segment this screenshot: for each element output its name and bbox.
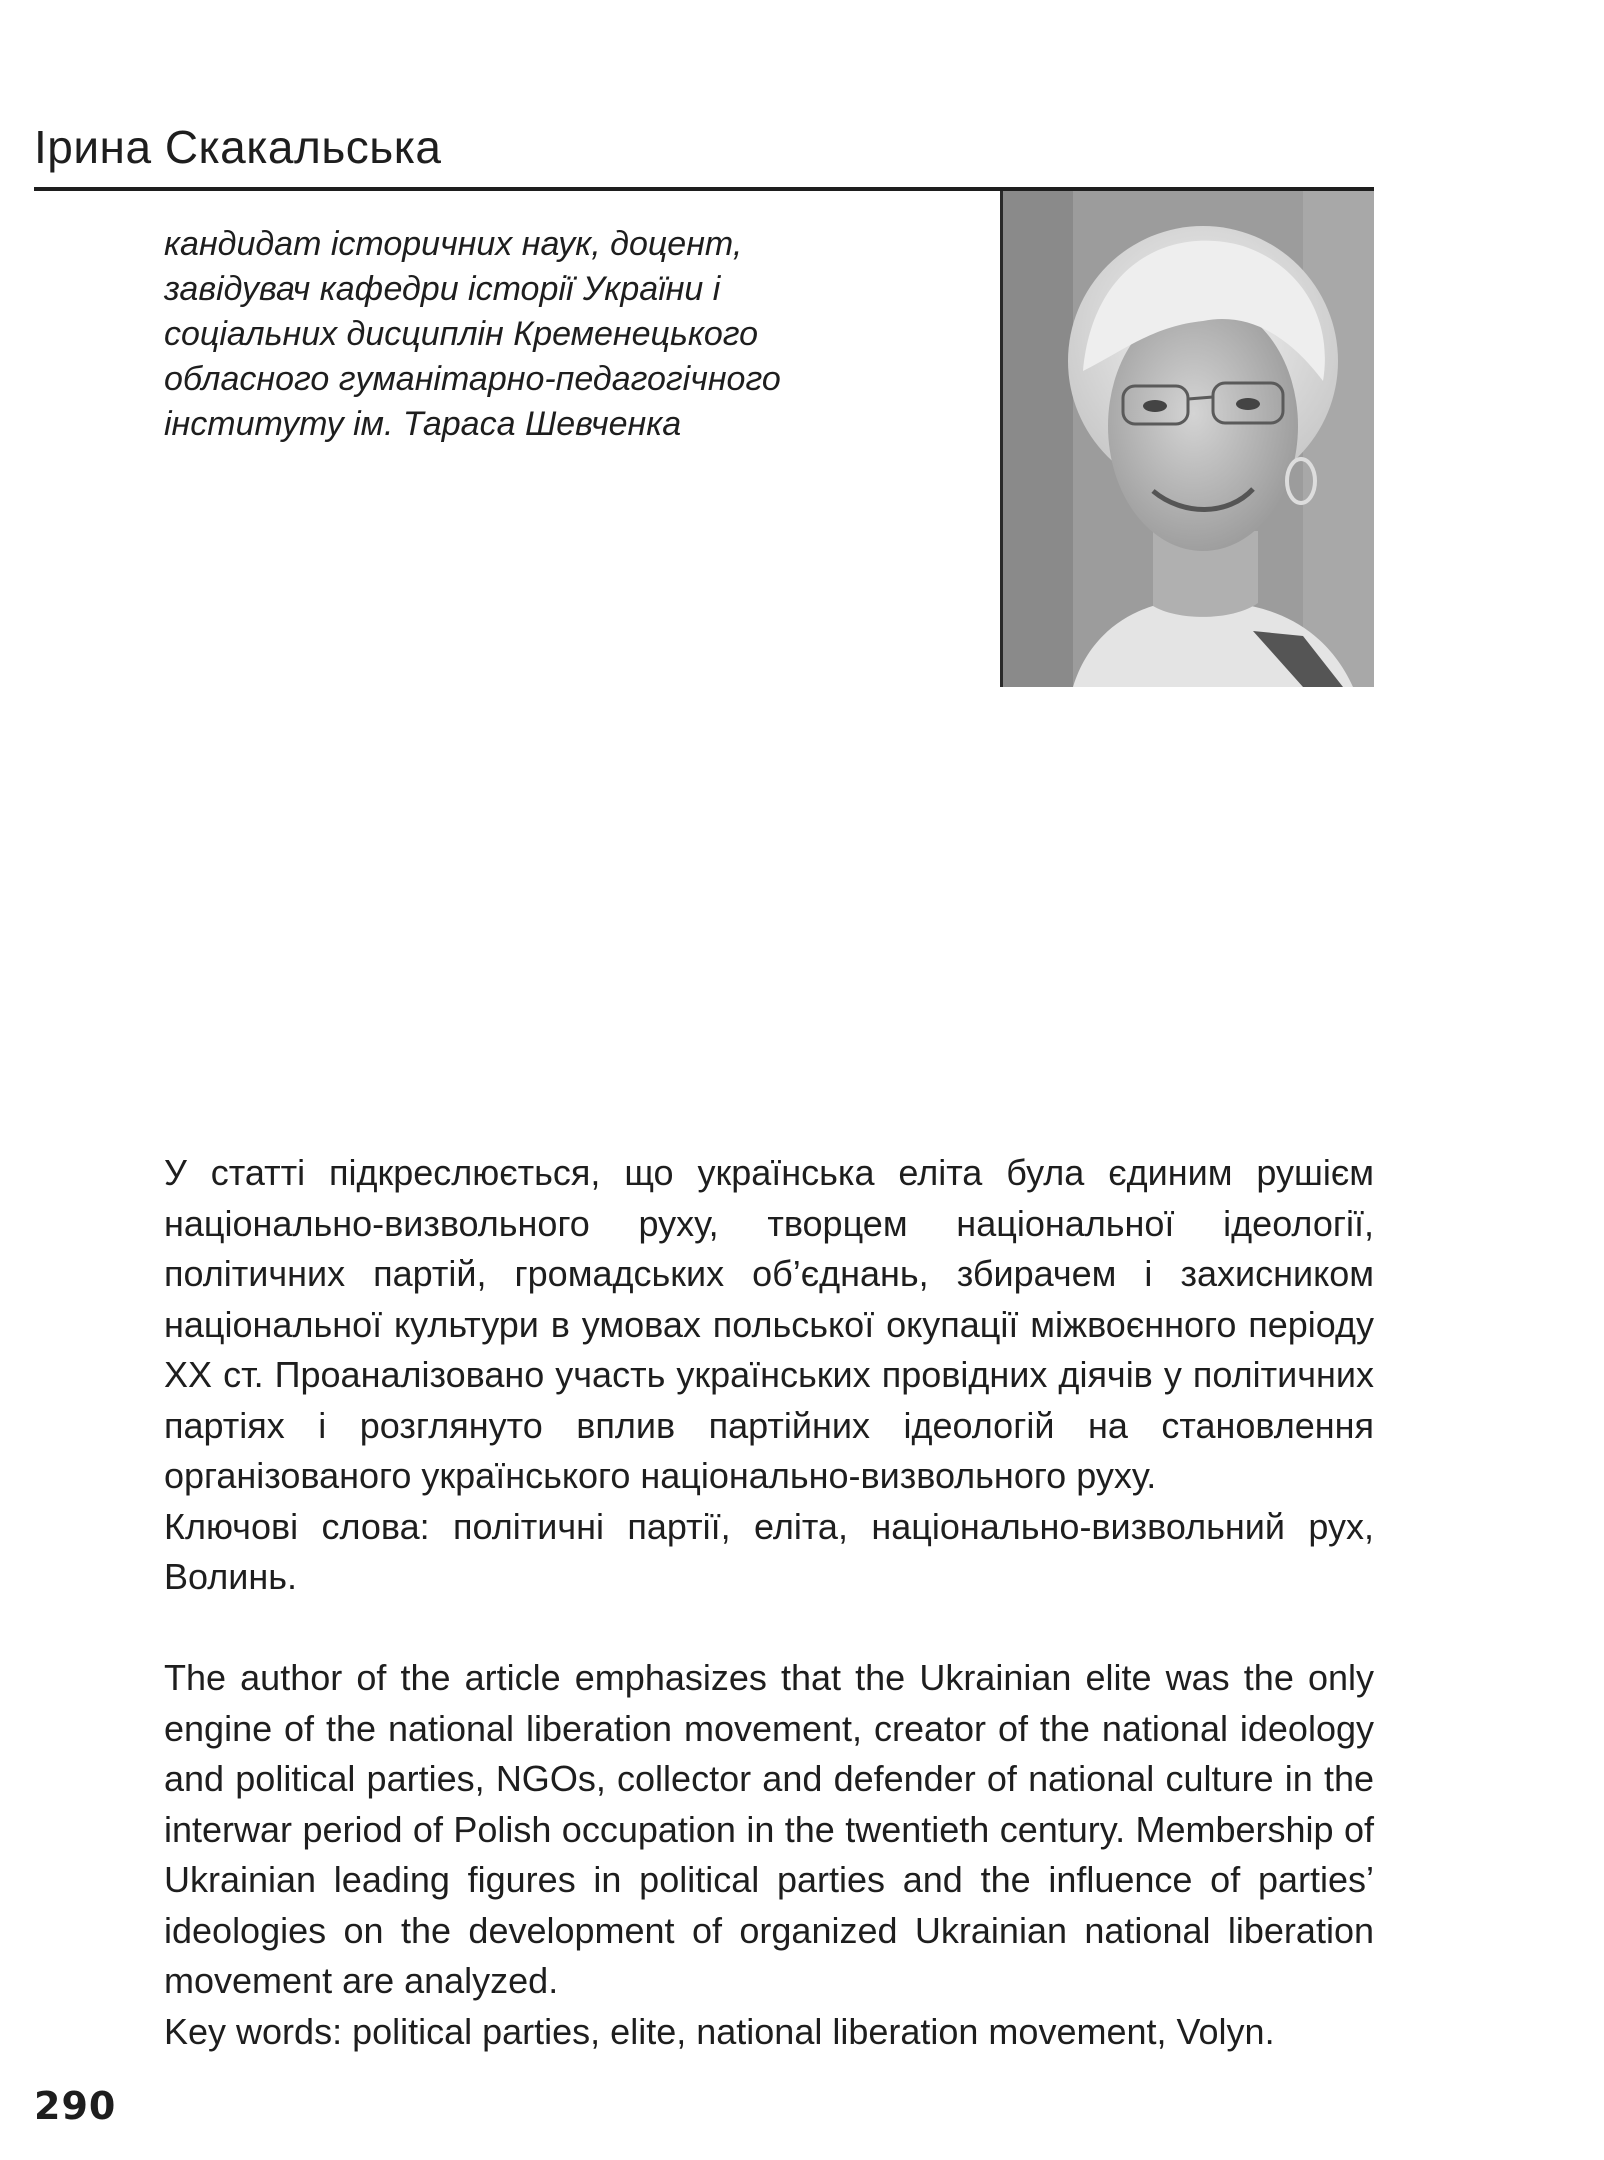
abstract-ukrainian xyxy=(164,1148,1374,1603)
keywords: Key words: political parties, elite, national liberation movement, Volyn. xyxy=(164,2010,1275,2052)
abstract-english xyxy=(164,1653,1374,2057)
abstract-text: У статті підкреслюється, що українська еліта була єдиним рушієм національно-визвольного руху, творцем національної ідеології, політичних партій, громадських об’єднань, збирачем і захисником національної культури в умовах польської окупації міжвоєнного періоду XX ст. Проаналізовано участь українських провідних діячів у політичних партіях і розглянуто вплив партійних ідеологій на становлення організованого українського національно-визвольного руху. xyxy=(164,1152,1374,1496)
keywords: Ключові слова: політичні партії, еліта, національно-визвольний рух, Волинь. xyxy=(164,1505,1374,1597)
abstract-text: The author of the article emphasizes that the Ukrainian elite was the only engine of the national liberation movement, creator of the national ideology and political parties, NGOs, collector and defender of national culture in the interwar period of Polish occupation in the twentieth century. Membership of Ukrainian leading figures in political parties and the influence of parties’ ideologies on the development of organized Ukrainian national liberation movement are analyzed. xyxy=(164,1657,1374,2001)
author-affiliation: кандидат історичних наук, доцент, завідувач кафедри історії України і соціальних дисциплін Кременецького обласного гуманітарно-педагогічного інституту ім. Тараса Шевченка xyxy=(164,225,781,443)
page-number: 290 xyxy=(34,2084,117,2128)
author-name: Ірина Скакальська xyxy=(34,121,442,173)
author-photo xyxy=(1000,191,1374,687)
